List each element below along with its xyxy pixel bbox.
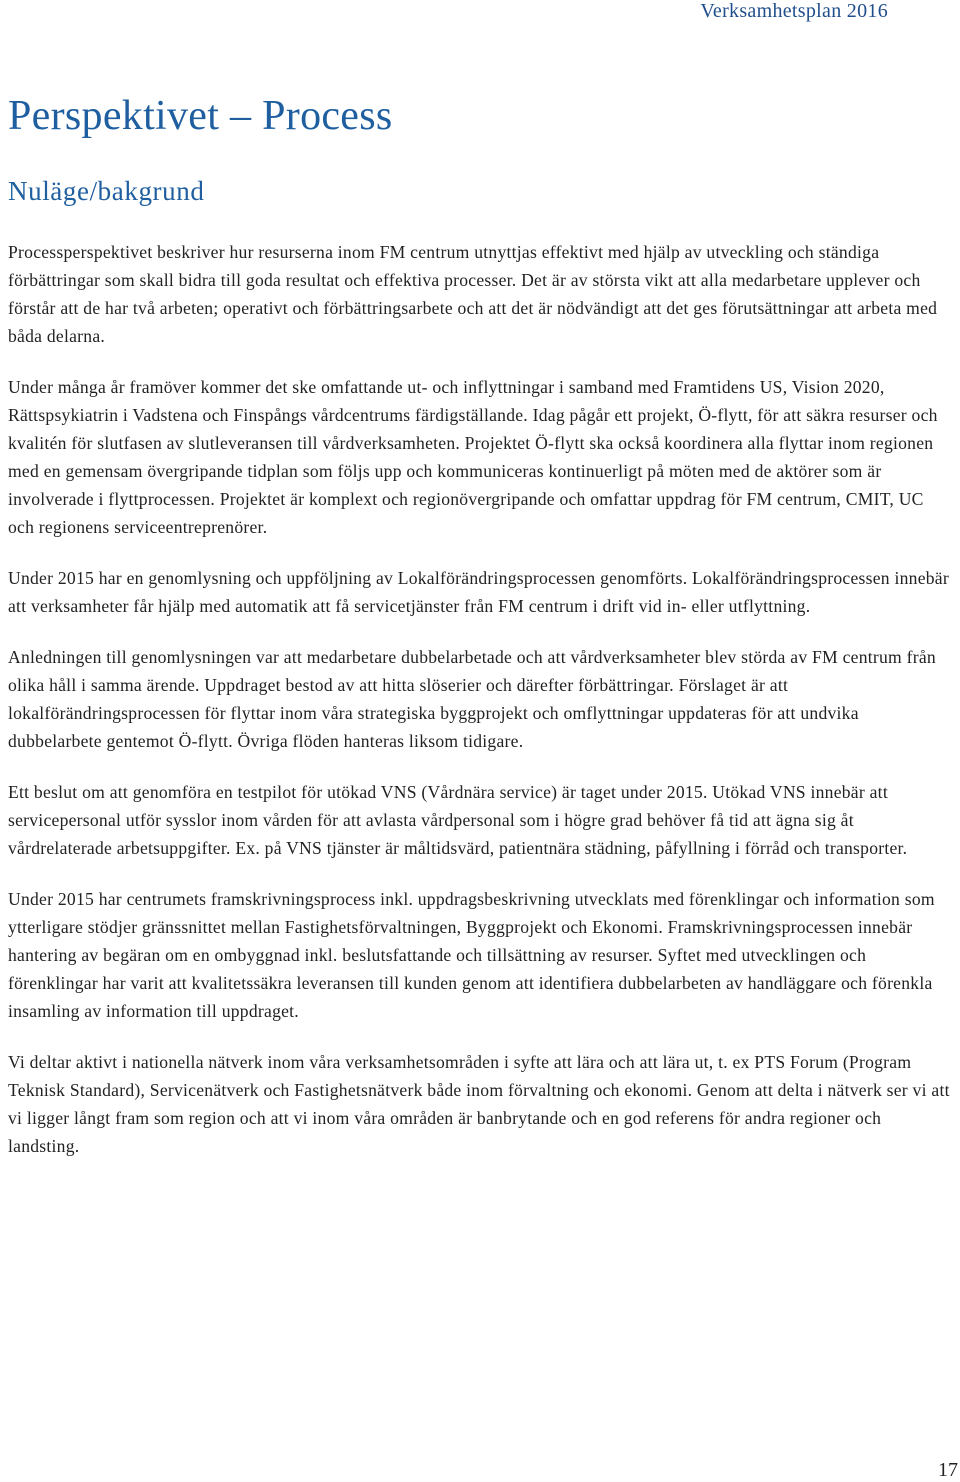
paragraph-review-reason: Anledningen till genomlysningen var att medarbetare dubbelarbetade och att vårdverksamheter blev störda av FM centrum från olika håll i samma ärende. Uppdraget bestod av att hitta slöserier och därefter förbättringar. Förslaget är att lokalförändringsprocessen för flyttar inom våra strategiska byggprojekt och omflyttningar uppdateras för att undvika dubbelarbete gentemot Ö-flytt. Övriga flöden hanteras liksom tidigare. xyxy=(8,647,936,751)
body-text xyxy=(8,238,952,1183)
paragraph-relocations: Under många år framöver kommer det ske omfattande ut- och inflyttningar i samband med Framtidens US, Vision 2020, Rättspsykiatrin i Vadstena och Finspångs vårdcentrums färdigställande. Idag pågår ett projekt, Ö-flytt, för att säkra resurser och kvalitén för slutfasen av slutleveransen till vårdverksamheten. Projektet Ö-flytt ska också koordinera alla flyttar inom regionen med en gemensam övergripande tidplan som följs upp och kommuniceras kontinuerligt på möten med de aktörer som är involverade i flyttprocessen. Projektet är komplext och regionövergripande och omfattar uppdrag för FM centrum, CMIT, UC och regionens serviceentreprenörer. xyxy=(8,377,938,537)
paragraph-projection-process: Under 2015 har centrumets framskrivningsprocess inkl. uppdragsbeskrivning utvecklats med förenklingar och information som ytterligare stödjer gränssnittet mellan Fastighetsförvaltningen, Byggprojekt och Ekonomi. Framskrivningsprocessen innebär hantering av begäran om en ombyggnad inkl. beslutsfattande och tillsättning av resurser. Syftet med utvecklingen och förenklingar har varit att kvalitetssäkra leveransen till kunden genom att identifiera dubbelarbeten av handläggare och förenkla insamling av information till uppdraget. xyxy=(8,889,935,1021)
running-header: Verksamhetsplan 2016 xyxy=(700,0,888,22)
paragraph-networks: Vi deltar aktivt i nationella nätverk inom våra verksamhetsområden i syfte att lära och att lära ut, t. ex PTS Forum (Program Teknisk Standard), Servicenätverk och Fastighetsnätverk både inom förvaltning och ekonomi. Genom att delta i nätverk ser vi att vi ligger långt fram som region och att vi inom våra områden är banbrytande och en god referens för andra regioner och landsting. xyxy=(8,1052,950,1156)
paragraph-review-2015: Under 2015 har en genomlysning och uppföljning av Lokalförändringsprocessen genomförts. Lokalförändringsprocessen innebär att verksamheter får hjälp med automatik att få servicetjänster från FM centrum i drift vid in- eller utflyttning. xyxy=(8,568,949,616)
page-title: Perspektivet – Process xyxy=(8,93,393,139)
page-number: 17 xyxy=(938,1459,958,1481)
paragraph-vns-pilot: Ett beslut om att genomföra en testpilot för utökad VNS (Vårdnära service) är taget under 2015. Utökad VNS innebär att servicepersonal utför sysslor inom vården för att avlasta vårdpersonal som i högre grad behöver få tid att ägna sig åt vårdrelaterade arbetsuppgifter. Ex. på VNS tjänster är måltidsvärd, patientnära städning, påfyllning i förråd och transporter. xyxy=(8,782,908,858)
paragraph-process-perspective: Processperspektivet beskriver hur resurserna inom FM centrum utnyttjas effektivt med hjälp av utveckling och ständiga förbättringar som skall bidra till goda resultat och effektiva processer. Det är av största vikt att alla medarbetare upplever och förstår att de har två arbeten; operativt och förbättringsarbete och att det är nödvändigt att det ges förutsättningar att arbeta med båda delarna. xyxy=(8,242,938,346)
section-heading: Nuläge/bakgrund xyxy=(8,176,205,206)
